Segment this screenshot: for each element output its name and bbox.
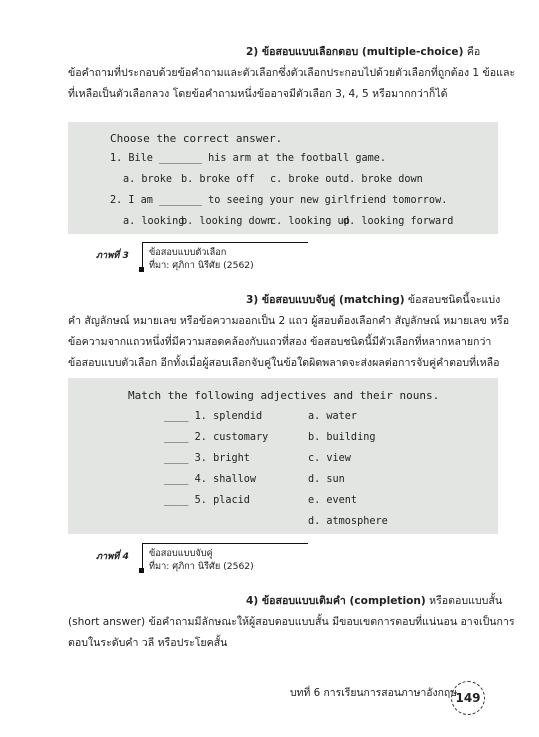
q1-option-d: d. broke down <box>343 174 423 185</box>
noun-item: b. building <box>308 432 376 443</box>
adjective-item: ____ 2. customary <box>164 432 269 443</box>
section-3-heading: 3) ข้อสอบแบบจับคู่ (matching) <box>246 294 405 306</box>
figure-3-caption: ภาพที่ 3 ข้อสอบแบบตัวเลือก ที่มา: ศุภิกา นิรีศัย (2562) <box>96 242 316 274</box>
figure-3-label: ภาพที่ 3 <box>96 250 129 261</box>
caption-rule <box>142 543 308 544</box>
q1-option-a: a. broke <box>123 174 173 185</box>
multiple-choice-example-box <box>68 122 498 234</box>
section-2-paragraph: 2) ข้อสอบแบบเลือกตอบ (multiple-choice) คือ ข้อคำถามที่ประกอบด้วยข้อคำถามและตัวเลือกซึ่งตัวเลือกประกอบไปด้วยตัวเลือกที่ถูกต้อง 1 ข้อและ ที่เหลือเป็นตัวเลือกลวง โดยข้อคำถามหนึ่งข้ออาจมีตัวเลือก 3, 4, 5 หรือมากกว่าก็ได้ <box>68 46 516 100</box>
section-2-heading: 2) ข้อสอบแบบเลือกตอบ (multiple-choice) <box>246 46 464 58</box>
caption-marker <box>139 568 144 573</box>
caption-rule <box>142 543 143 571</box>
noun-item: d. sun <box>308 474 345 485</box>
caption-marker <box>139 267 144 272</box>
q2-option-c: c. looking up <box>270 216 350 227</box>
noun-item: e. event <box>308 495 358 506</box>
page-number: 149 <box>451 681 485 715</box>
section-4-paragraph: 4) ข้อสอบแบบเติมคำ (completion) หรือตอบแบบสั้น (short answer) ข้อคำถามมีลักษณะให้ผู้สอบตอบแบบสั้น มีขอบเขตการตอบที่แน่นอน อาจเป็นการ ตอบในระดับคำ วลี หรือประโยคสั้น <box>68 595 515 649</box>
noun-item: c. view <box>308 453 351 464</box>
q2-option-a: a. looking <box>123 216 185 227</box>
caption-rule <box>142 242 308 243</box>
q1-option-b: b. broke off <box>181 174 255 185</box>
adjective-item: ____ 5. placid <box>164 495 250 506</box>
noun-item: d. atmosphere <box>308 516 388 527</box>
figure-4-caption: ภาพที่ 4 ข้อสอบแบบจับคู่ ที่มา: ศุภิกา นิรีศัย (2562) <box>96 543 316 575</box>
box1-instruction: Choose the correct answer. <box>110 132 283 145</box>
adjective-item: ____ 4. shallow <box>164 474 257 485</box>
adjective-item: ____ 3. bright <box>164 453 250 464</box>
q1-option-c: c. broke out <box>270 174 344 185</box>
noun-item: a. water <box>308 411 358 422</box>
q2-option-b: b. looking down <box>181 216 274 227</box>
matching-example-box <box>68 378 498 534</box>
chapter-footer: บทที่ 6 การเรียนการสอนภาษาอังกฤษ <box>290 687 458 699</box>
question-1: 1. Bile _______ his arm at the football game. <box>110 153 387 164</box>
adjective-item: ____ 1. splendid <box>164 411 263 422</box>
box2-instruction: Match the following adjectives and their nouns. <box>128 389 440 402</box>
figure-4-label: ภาพที่ 4 <box>96 551 129 562</box>
caption-rule <box>142 242 143 270</box>
section-3-paragraph: 3) ข้อสอบแบบจับคู่ (matching) ข้อสอบชนิดนี้จะแบ่ง คำ สัญลักษณ์ หมายเลข หรือข้อความออกเป็น 2 แถว ผู้สอบต้องเลือกคำ สัญลักษณ์ หมายเลข หรือ ข้อความจากแถวหนึ่งที่มีความสอดคล้องกับแถวที่สอง ข้อสอบชนิดนี้มีตัวเลือกที่หลากหลายกว่า ข้อสอบแบบตัวเลือก อีกทั้งเมื่อผู้สอบเลือกจับคู่ในข้อใดผิดพลาดจะส่งผลต่อการจับคู่คำตอบที่เหลือ <box>68 294 510 369</box>
q2-option-d: d. looking forward <box>343 216 454 227</box>
section-4-heading: 4) ข้อสอบแบบเติมคำ (completion) <box>246 595 426 607</box>
question-2: 2. I am _______ to seeing your new girlfriend tomorrow. <box>110 195 448 206</box>
